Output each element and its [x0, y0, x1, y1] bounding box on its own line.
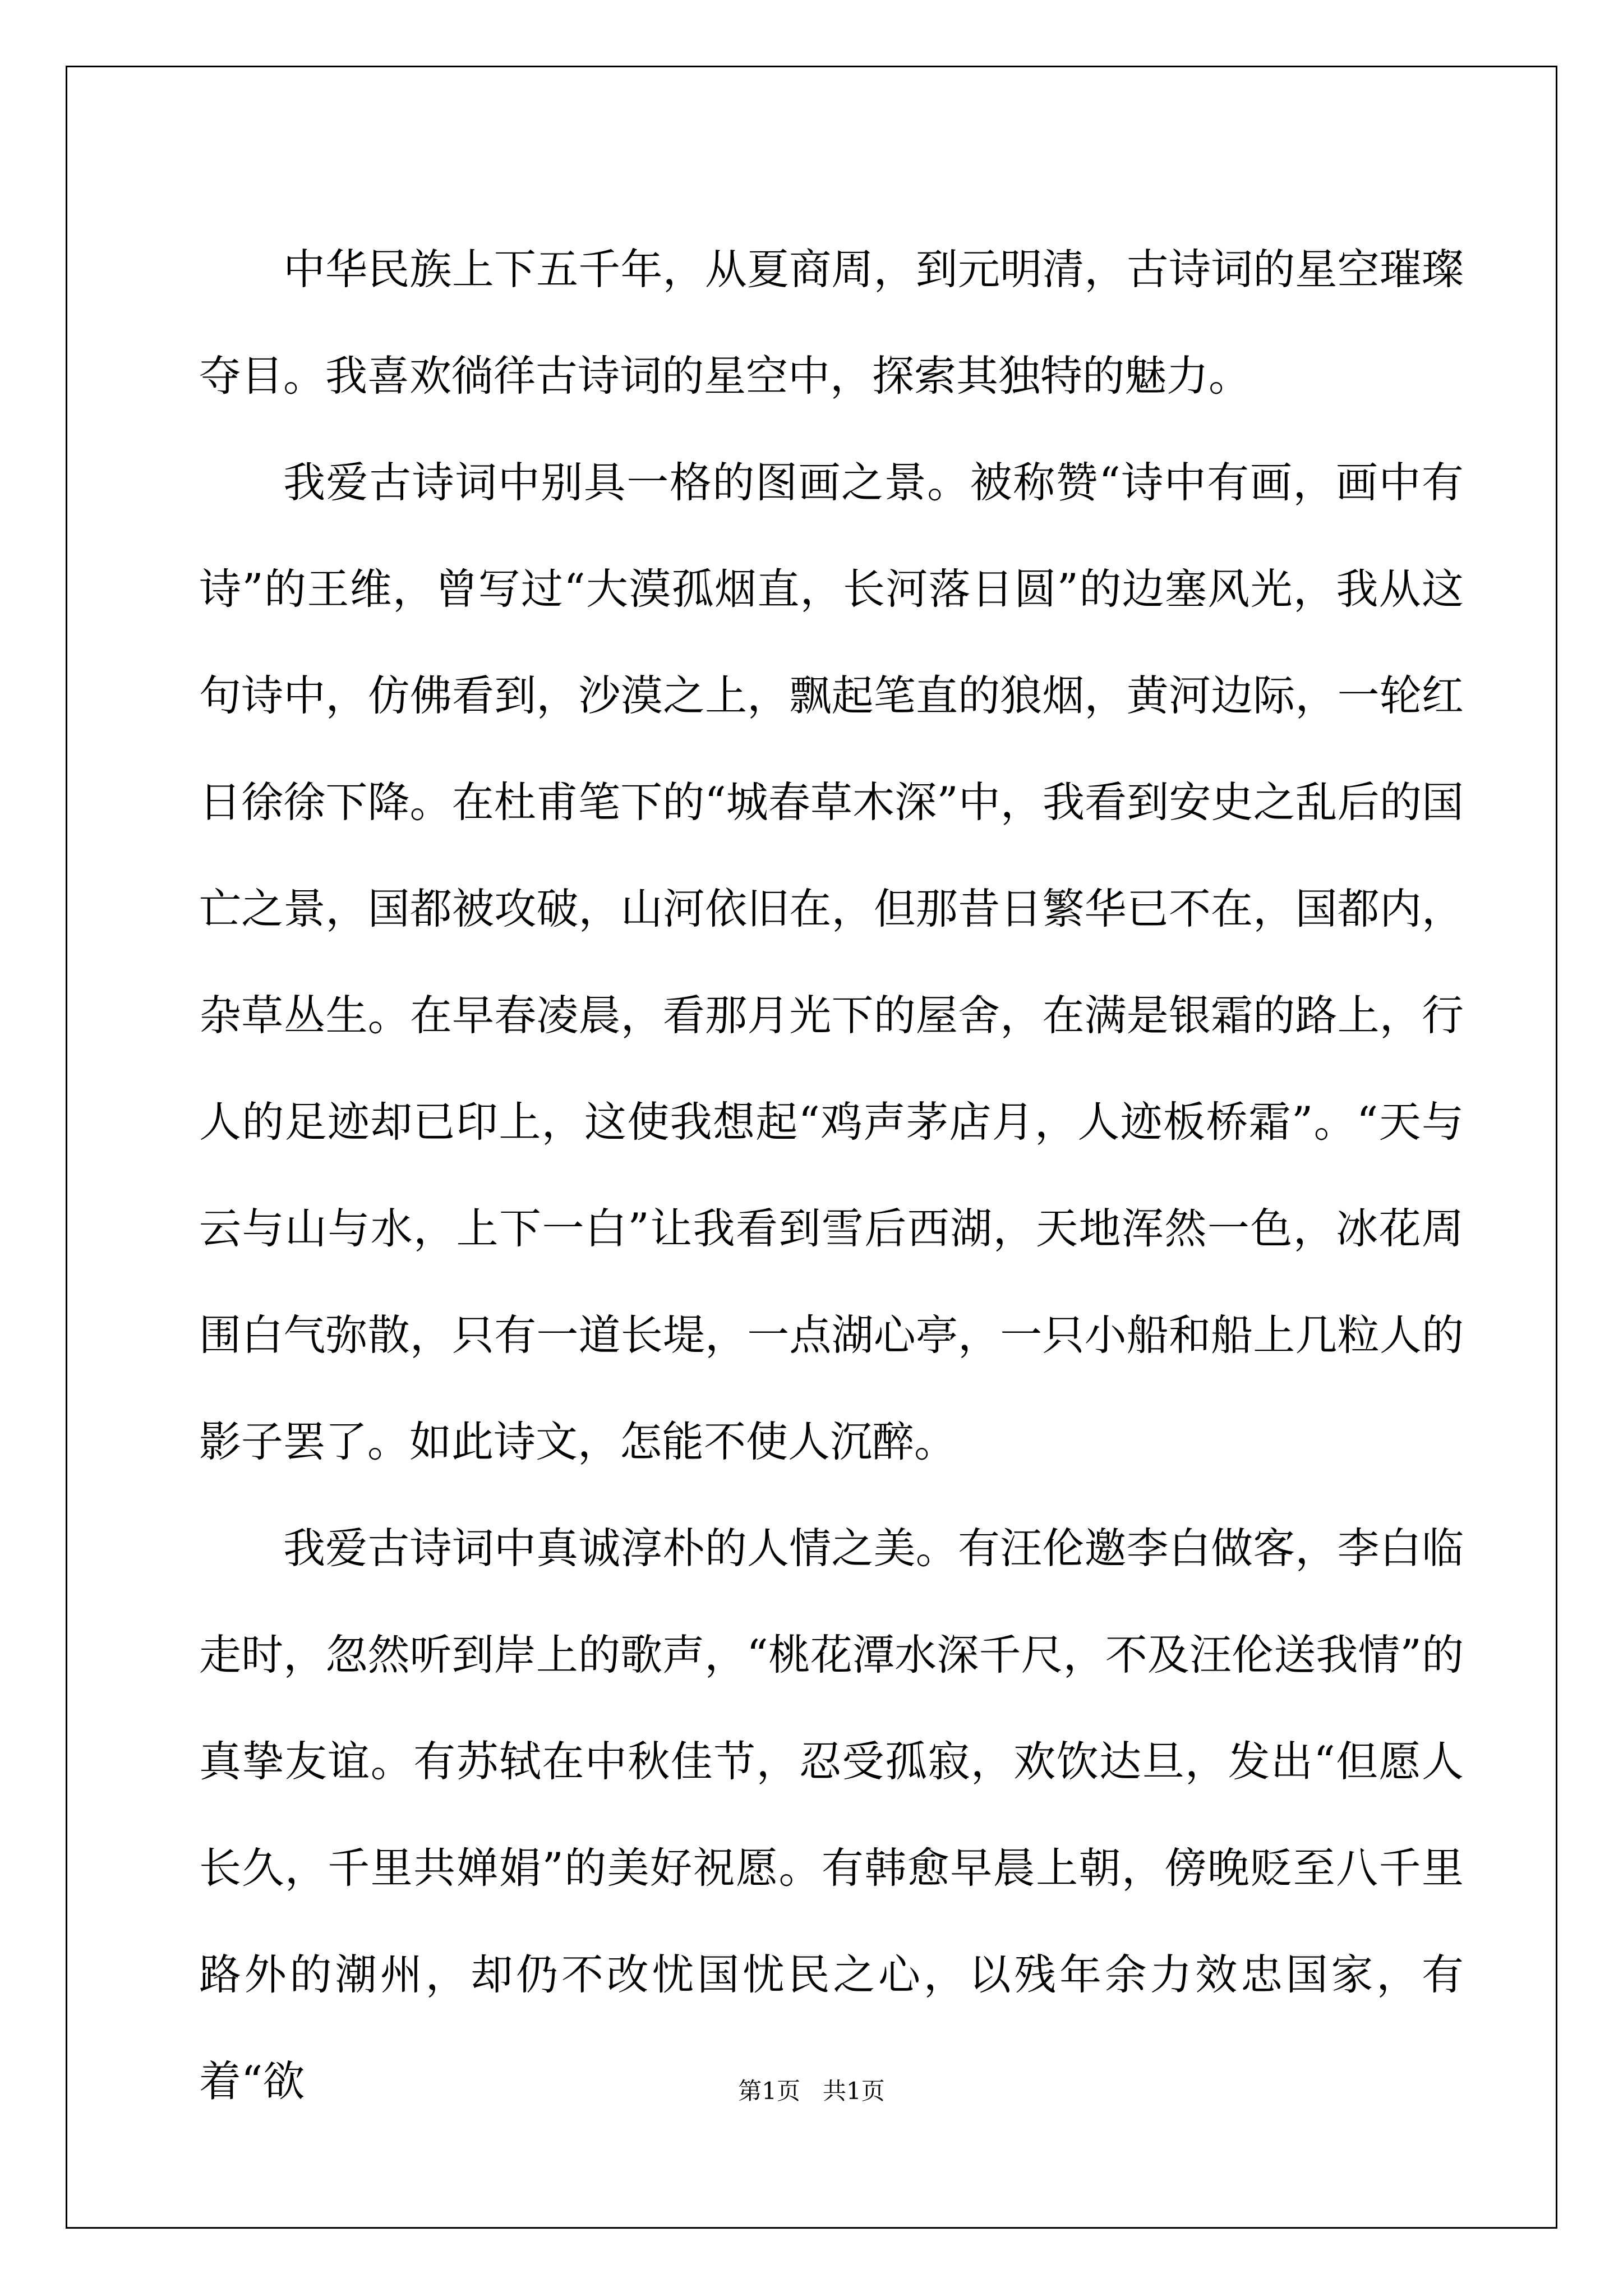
paragraph-2: 我爱古诗词中别具一格的图画之景。被称赞“诗中有画，画中有诗”的王维，曾写过“大漠孤烟直，长河落日圆”的边塞风光，我从这句诗中，仿佛看到，沙漠之上，飘起笔直的狼烟，黄河边际，一轮红日徐徐下降。在杜甫笔下的“城春草木深”中，我看到安史之乱后的国亡之景，国都被攻破，山河依旧在，但那昔日繁华已不在，国都内，杂草丛生。在早春凌晨，看那月光下的屋舍，在满是银霜的路上，行人的足迹却已印上，这使我想起“鸡声茅店月，人迹板桥霜”。“天与云与山与水，上下一白”让我看到雪后西湖，天地浑然一色，冰花周围白气弥散，只有一道长堤，一点湖心亭，一只小船和船上几粒人的影子罢了。如此诗文，怎能不使人沉醉。 — [199, 458, 1464, 1466]
paragraph-3: 我爱古诗词中真诚淳朴的人情之美。有汪伦邀李白做客，李白临走时，忽然听到岸上的歌声，“桃花潭水深千尺，不及汪伦送我情”的真挚友谊。有苏轼在中秋佳节，忍受孤寂，欢饮达旦，发出“但愿人长久，千里共婵娟”的美好祝愿。有韩愈早晨上朝，傍晚贬至八千里路外的潮州，却仍不改忧国忧民之心，以残年余力效忠国家，有着“欲 — [199, 1524, 1464, 2106]
page-number-footer: 第1页 共1页 — [738, 2077, 885, 2105]
paragraph-1: 中华民族上下五千年，从夏商周，到元明清，古诗词的星空璀璨夺目。我喜欢徜徉古诗词的星空中，探索其独特的魅力。 — [199, 245, 1464, 401]
document-body — [199, 216, 1464, 2134]
